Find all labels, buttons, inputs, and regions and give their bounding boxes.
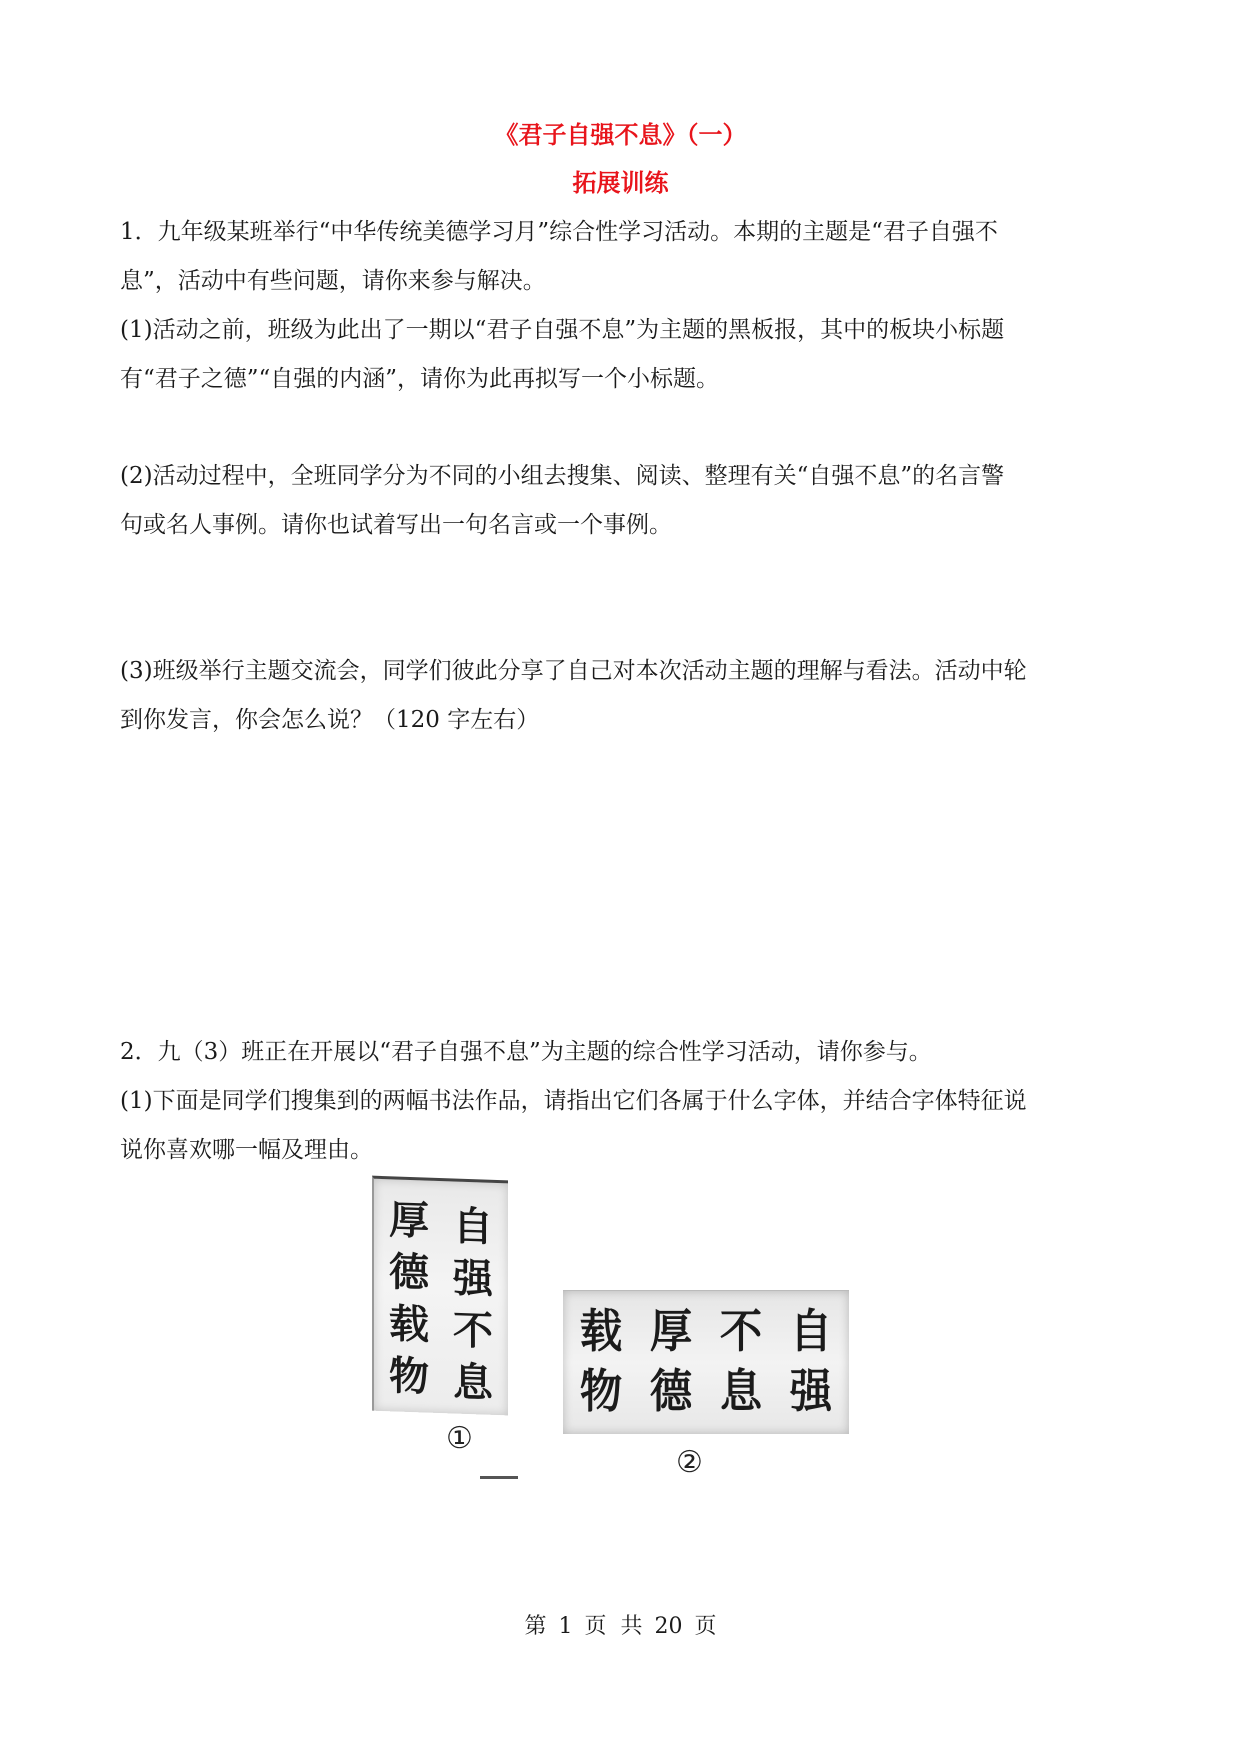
- q2-part1-line-2: 说你喜欢哪一幅及理由。: [120, 1137, 373, 1163]
- section-subtitle: 拓展训练: [572, 169, 669, 197]
- callig2-char: 息: [719, 1364, 763, 1418]
- q2-line-1: 2．九（3）班正在开展以“君子自强不息”为主题的综合性学习活动，请你参与。: [120, 1039, 932, 1065]
- q1-part2-line-1: (2)活动过程中，全班同学分为不同的小组去搜集、阅读、整理有关“自强不息”的名言警: [120, 463, 1005, 489]
- scan-artifact: [480, 1476, 518, 1479]
- callig2-char: 物: [579, 1364, 623, 1418]
- callig1-char: 强: [453, 1254, 493, 1303]
- q1-part2-line-2: 句或名人事例。请你也试着写出一句名言或一个事例。: [120, 512, 672, 538]
- callig1-char: 德: [389, 1248, 429, 1297]
- q1-line-2: 息”，活动中有些问题，请你来参与解决。: [120, 268, 546, 294]
- callig1-char: 载: [389, 1300, 429, 1349]
- callig2-char: 强: [789, 1364, 833, 1418]
- footer-suffix: 页: [694, 1614, 717, 1639]
- calligraphy-work-2-label: ②: [676, 1445, 703, 1480]
- footer-page-number: 1: [558, 1614, 573, 1639]
- callig2-char: 自: [789, 1304, 833, 1358]
- callig1-char: 息: [453, 1358, 493, 1407]
- q1-part3-line-2: 到你发言，你会怎么说？（120 字左右）: [120, 707, 540, 733]
- callig2-char: 载: [579, 1304, 623, 1358]
- q1-line-1: 1．九年级某班举行“中华传统美德学习月”综合性学习活动。本期的主题是“君子自强不: [120, 219, 998, 245]
- q1-part1-line-2: 有“君子之德”“自强的内涵”，请你为此再拟写一个小标题。: [120, 366, 720, 392]
- callig2-char: 厚: [649, 1304, 693, 1358]
- page-footer: [0, 1612, 1241, 1642]
- calligraphy-work-2: [563, 1290, 849, 1434]
- document-title: 《君子自强不息》（一）: [494, 121, 747, 149]
- q1-part1-line-1: (1)活动之前，班级为此出了一期以“君子自强不息”为主题的黑板报，其中的板块小标题: [120, 317, 1005, 343]
- calligraphy-work-1: [372, 1176, 508, 1416]
- q2-part1-line-1: (1)下面是同学们搜集到的两幅书法作品，请指出它们各属于什么字体，并结合字体特征说: [120, 1088, 1027, 1114]
- callig1-char: 厚: [389, 1196, 429, 1245]
- callig1-char: 自: [453, 1202, 493, 1251]
- footer-prefix: 第: [524, 1614, 547, 1639]
- calligraphy-work-1-label: ①: [446, 1421, 473, 1456]
- callig2-char: 德: [649, 1364, 693, 1418]
- footer-total-pages: 20: [654, 1614, 683, 1639]
- callig1-char: 物: [389, 1352, 429, 1401]
- callig2-char: 不: [719, 1304, 763, 1358]
- q1-part3-line-1: (3)班级举行主题交流会，同学们彼此分享了自己对本次活动主题的理解与看法。活动中轮: [120, 658, 1027, 684]
- callig1-char: 不: [453, 1306, 493, 1355]
- footer-middle: 页 共: [584, 1614, 643, 1639]
